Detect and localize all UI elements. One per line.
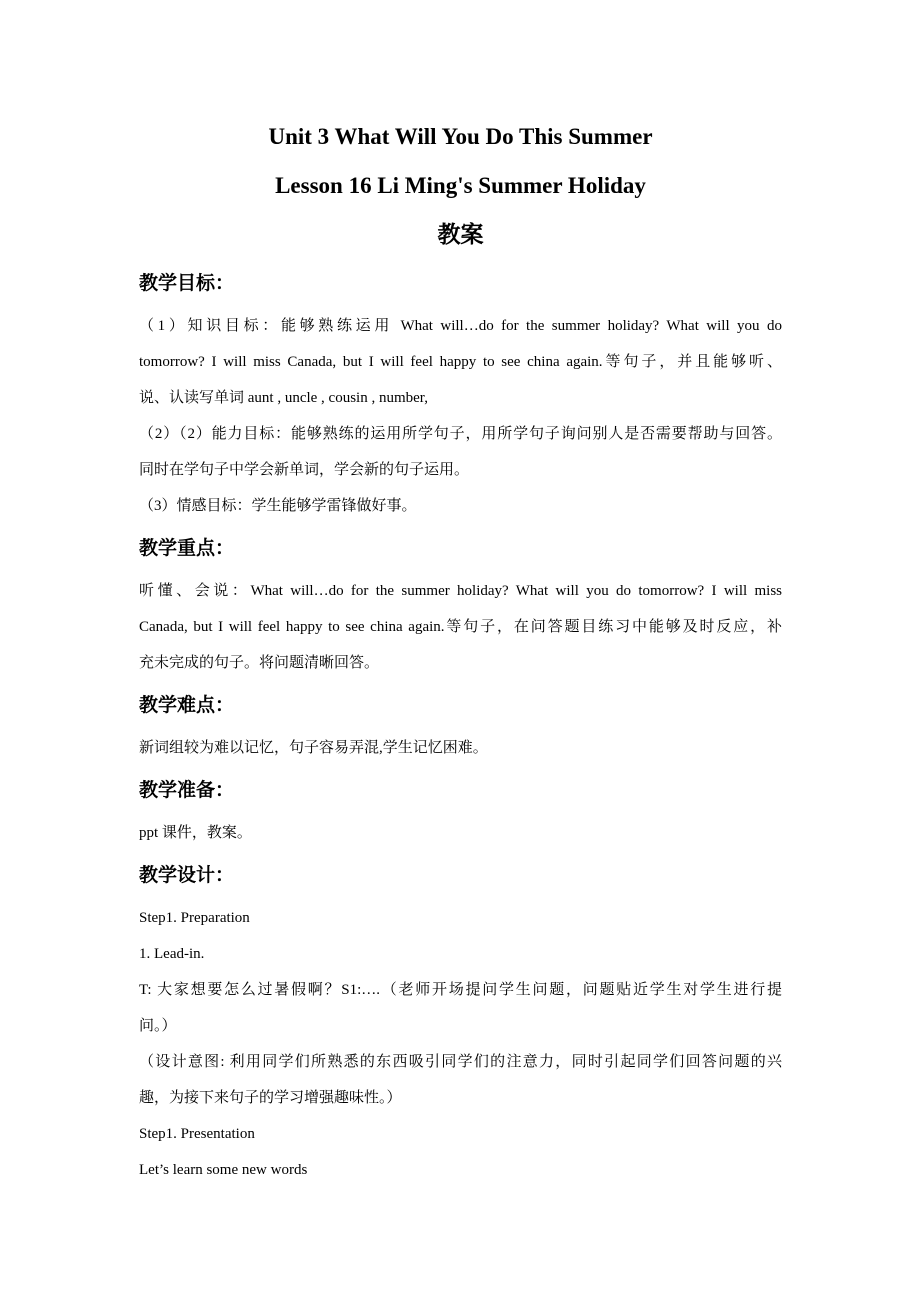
design-line: Let’s learn some new words: [139, 1162, 308, 1178]
difficulties-heading: 教学难点：: [139, 695, 235, 716]
objectives-line: （1）知识目标：能够熟练运用 What will…do for the summer holiday? What will you do: [139, 318, 782, 334]
key-points-heading: 教学重点：: [139, 538, 235, 559]
key-points-line: Canada, but I will feel happy to see china again.等句子，在问答题目练习中能够及时反应，补: [139, 619, 782, 635]
objectives-line: 说、认读写单词 aunt , uncle , cousin , number,: [139, 390, 428, 406]
key-points-line: 听懂、会说：What will…do for the summer holiday? What will you do tomorrow? I will miss: [139, 583, 782, 599]
difficulties-line: 新词组较为难以记忆，句子容易弄混,学生记忆困难。: [139, 740, 488, 756]
objectives-line: tomorrow? I will miss Canada, but I will feel happy to see china again.等句子，并且能够听、: [139, 354, 782, 370]
preparation-line: ppt 课件，教案。: [139, 825, 252, 841]
objectives-line: 同时在学句子中学会新单词，学会新的句子运用。: [139, 462, 470, 478]
unit-title: Unit 3 What Will You Do This Summer: [268, 124, 653, 149]
objectives-line: （2）（2）能力目标：能够熟练的运用所学句子，用所学句子询问别人是否需要帮助与回答。: [139, 426, 782, 442]
objectives-heading: 教学目标：: [139, 273, 235, 294]
design-heading: 教学设计：: [139, 865, 235, 886]
design-line: 趣，为接下来句子的学习增强趣味性。）: [139, 1090, 402, 1106]
design-line: Step1. Preparation: [139, 910, 250, 926]
objectives-line: （3）情感目标：学生能够学雷锋做好事。: [139, 498, 417, 514]
design-line: 1. Lead-in.: [139, 946, 205, 962]
design-line: T: 大家想要怎么过暑假啊？S1:….（老师开场提问学生问题，问题贴近学生对学生进行提: [139, 982, 782, 998]
document-page: [139, 112, 782, 1188]
design-line: Step1. Presentation: [139, 1126, 255, 1142]
preparation-heading: 教学准备：: [139, 780, 235, 801]
design-line: 问。）: [139, 1018, 177, 1034]
lesson-plan-title: 教案: [437, 222, 484, 247]
key-points-line: 充未完成的句子。将问题清晰回答。: [139, 655, 380, 671]
lesson-title: Lesson 16 Li Ming's Summer Holiday: [275, 173, 646, 198]
design-line: （设计意图: 利用同学们所熟悉的东西吸引同学们的注意力，同时引起同学们回答问题的兴: [139, 1054, 782, 1070]
